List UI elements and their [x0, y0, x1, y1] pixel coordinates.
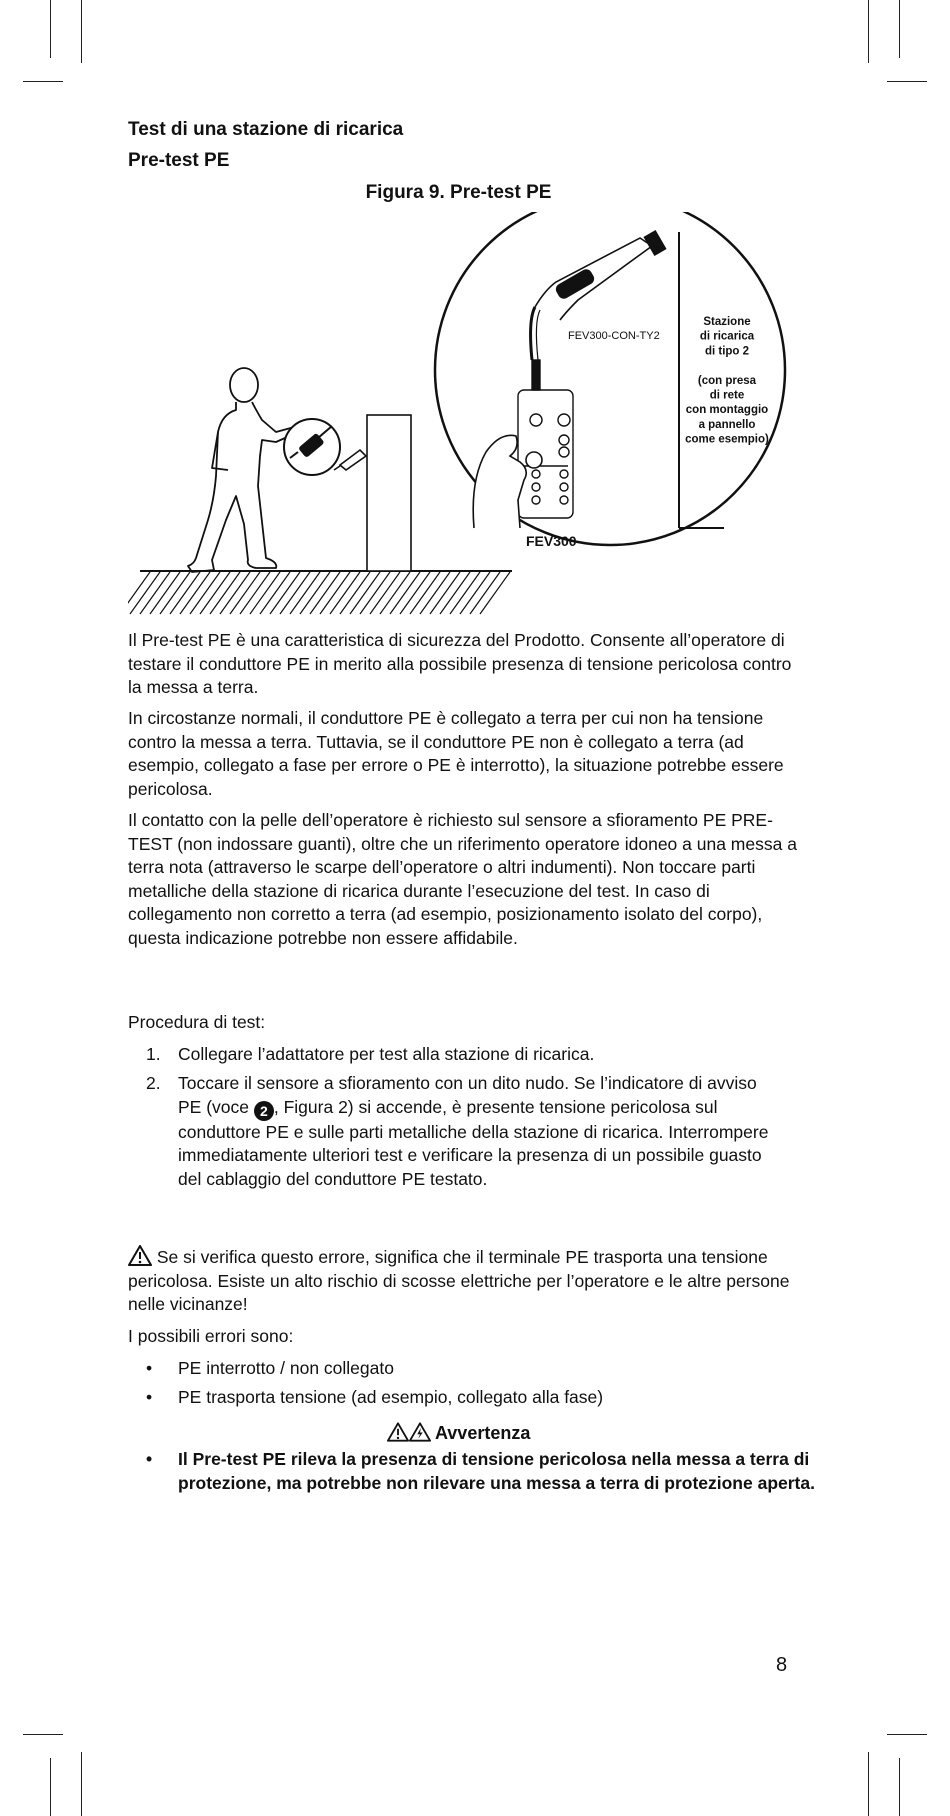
station-label-line: di rete: [709, 389, 745, 402]
crop-mark: [868, 1752, 869, 1816]
bullet-dot: •: [146, 1358, 153, 1378]
crop-mark: [50, 1758, 51, 1816]
warning-title: Avvertenza: [434, 1423, 531, 1443]
paragraph: Il contatto con la pelle dell’operatore è richiesto sul sensore a sfioramento PE PRE-TEST (non indossare guanti), oltre che un riferimento operatore idoneo a una messa a terra nota (attraverso le scarpe dell’operatore o altri indumenti). Non toccare parti metalliche della stazione di ricarica durante l’esecuzione del test. In caso di collegamento non corretto a terra (ad esempio, posizionamento isolato del corpo), questa indicazione potrebbe non essere affidabile.: [128, 810, 797, 948]
crop-mark: [899, 1758, 900, 1816]
paragraph: Il Pre-test PE è una caratteristica di sicurezza del Prodotto. Consente all’operatore di testare il conduttore PE in merito alla possibile presenza di tensione pericolosa contro la messa a terra.: [128, 630, 792, 697]
station-label-line: a pannello: [698, 418, 756, 431]
list-text: [178, 1072, 778, 1191]
page-number: 8: [776, 1654, 788, 1676]
crop-mark: [887, 1734, 927, 1735]
crop-mark: [899, 0, 900, 58]
caution-text: Se si verifica questo errore, significa che il terminale PE trasporta una tensione pericolosa. Esiste un alto rischio di scosse elettriche per l’operatore e le altre persone nelle vicinanze!: [128, 1247, 790, 1314]
crop-mark: [23, 1734, 63, 1735]
crop-mark: [887, 81, 927, 82]
crop-mark: [23, 81, 63, 82]
station-label-line: di tipo 2: [704, 345, 750, 358]
device-label: FEV300: [526, 533, 577, 549]
bullet-dot: •: [146, 1449, 153, 1469]
adapter-label: FEV300-CON-TY2: [568, 330, 660, 342]
station-label-line: con montaggio: [685, 404, 769, 417]
section-title: Test di una stazione di ricarica: [128, 119, 404, 140]
list-number: 1.: [146, 1044, 161, 1064]
list-number: 2.: [146, 1073, 161, 1093]
bullet-dot: •: [146, 1387, 153, 1407]
station-label-line: come esempio): [685, 433, 769, 446]
operator-figure: [188, 368, 298, 572]
errors-heading: I possibili errori sono:: [128, 1326, 294, 1346]
caution-paragraph: [128, 1245, 798, 1317]
crop-mark: [868, 0, 869, 63]
figure-illustration: [128, 212, 798, 622]
list-text: Collegare l’adattatore per test alla stazione di ricarica.: [178, 1044, 595, 1064]
subsection-title: Pre-test PE: [128, 150, 230, 171]
station-label-line: (con presa: [697, 374, 757, 387]
warning-header: [0, 1422, 917, 1444]
circled-number-icon: 2: [254, 1101, 274, 1121]
station-label-line: Stazione: [703, 316, 751, 328]
procedure-heading: Procedura di test:: [128, 1012, 266, 1032]
list-text: PE trasporta tensione (ad esempio, collegato alla fase): [178, 1387, 604, 1407]
station-label-line: di ricarica: [699, 330, 755, 343]
crop-mark: [81, 1752, 82, 1816]
electrical-hazard-icon: [409, 1422, 431, 1442]
ground-hatch-line: [128, 572, 150, 614]
step-text-after: , Figura 2) si accende, è presente tensione pericolosa sul conduttore PE e sulle parti metalliche della stazione di ricarica. Interrompere immediatamente ulteriori test e verificare la presenza di un possibile guasto del cablaggio del conduttore PE testato.: [178, 1096, 769, 1189]
list-text: PE interrotto / non collegato: [178, 1358, 394, 1378]
step-text-before: Toccare il sensore a sfioramento con un dito nudo. Se l’indicatore di avviso PE (voce: [178, 1073, 757, 1117]
crop-mark: [81, 0, 82, 63]
warning-triangle-icon: [387, 1422, 409, 1442]
figure-caption: Figura 9. Pre-test PE: [365, 182, 552, 203]
paragraph: In circostanze normali, il conduttore PE è collegato a terra per cui non ha tensione contro la messa a terra. Tuttavia, se il conduttore PE non è collegato a terra (ad esempio, collegato a fase per errore o PE è interrotto), la situazione potrebbe essere pericolosa.: [128, 708, 784, 799]
crop-mark: [50, 0, 51, 58]
warning-text: Il Pre-test PE rileva la presenza di tensione pericolosa nella messa a terra di protezione, ma potrebbe non rilevare una messa a terra di protezione aperta.: [178, 1449, 815, 1493]
warning-triangle-icon: [128, 1245, 152, 1266]
